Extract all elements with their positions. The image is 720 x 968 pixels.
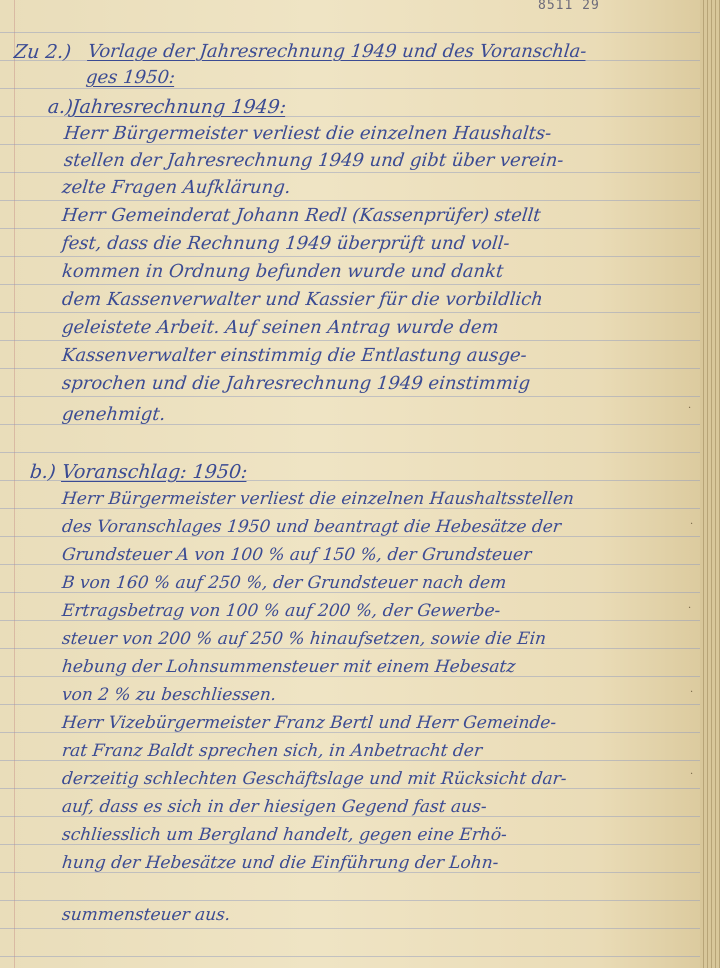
- section-b-line-8: von 2 % zu beschliessen.: [60, 685, 278, 705]
- section-a-line-6: kommen in Ordnung befunden wurde und dankt: [60, 261, 505, 282]
- section-a-heading: Jahresrechnung 1949:: [70, 96, 288, 118]
- ruled-line: [0, 284, 700, 285]
- ruled-line: [0, 368, 700, 369]
- ruled-line: [0, 900, 700, 901]
- section-b-line-1: Herr Bürgermeister verliest die einzelnen Haushaltsstellen: [60, 489, 575, 509]
- margin-tick-mark: ·: [690, 519, 694, 530]
- ruled-line: [0, 928, 700, 929]
- ruled-line: [0, 452, 700, 453]
- margin-tick-mark: ·: [690, 769, 694, 780]
- item-heading-line-2: ges 1950:: [84, 67, 177, 88]
- margin-line: [14, 0, 15, 968]
- section-a-line-8: geleistete Arbeit. Auf seinen Antrag wurde dem: [60, 317, 500, 338]
- section-a-line-5: fest, dass die Rechnung 1949 überprüft und voll-: [60, 233, 511, 254]
- section-b-label: b.): [28, 461, 57, 483]
- section-b-line-15: summensteuer aus.: [60, 905, 232, 925]
- section-b-line-5: Ertragsbetrag von 100 % auf 200 %, der Gewerbe-: [60, 601, 502, 621]
- margin-tick-mark: ·: [688, 603, 692, 614]
- archive-stamp: 8511 29: [538, 0, 600, 12]
- section-b-line-11: derzeitig schlechten Geschäftslage und mit Rücksicht dar-: [60, 769, 568, 789]
- ruled-line: [0, 340, 700, 341]
- section-a-line-9: Kassenverwalter einstimmig die Entlastung ausge-: [60, 345, 528, 366]
- section-b-heading: Voranschlag: 1950:: [60, 461, 249, 483]
- section-b-line-4: B von 160 % auf 250 %, der Grundsteuer nach dem: [60, 573, 508, 593]
- item-label: Zu 2.): [12, 41, 73, 63]
- section-a-line-11: genehmigt.: [60, 404, 167, 425]
- section-b-line-13: schliesslich um Bergland handelt, gegen eine Erhö-: [60, 825, 508, 845]
- section-b-line-9: Herr Vizebürgermeister Franz Bertl und Herr Gemeinde-: [60, 713, 558, 733]
- section-b-line-10: rat Franz Baldt sprechen sich, in Anbetracht der: [60, 741, 484, 761]
- section-b-line-6: steuer von 200 % auf 250 % hinaufsetzen, sowie die Ein: [60, 629, 548, 649]
- section-b-line-7: hebung der Lohnsummensteuer mit einem Hebesatz: [60, 657, 517, 677]
- section-a-line-7: dem Kassenverwalter und Kassier für die vorbildlich: [60, 289, 544, 310]
- ruled-line: [0, 228, 700, 229]
- section-b-line-3: Grundsteuer A von 100 % auf 150 %, der Grundsteuer: [60, 545, 533, 565]
- section-b-line-14: hung der Hebesätze und die Einführung der Lohn-: [60, 853, 500, 873]
- margin-tick-mark: ·: [688, 403, 692, 414]
- item-heading-line-1: Vorlage der Jahresrechnung 1949 und des Voranschla-: [86, 41, 588, 62]
- section-a-line-1: Herr Bürgermeister verliest die einzelnen Haushalts-: [62, 123, 553, 144]
- ruled-line: [0, 200, 700, 201]
- section-a-line-3: zelte Fragen Aufklärung.: [60, 177, 292, 198]
- ruled-line: [0, 956, 700, 957]
- section-a-label: a.): [46, 96, 74, 118]
- section-b-line-2: des Voranschlages 1950 und beantragt die Hebesätze der: [60, 517, 563, 537]
- ruled-line: [0, 256, 700, 257]
- ruled-line: [0, 396, 700, 397]
- margin-tick-mark: ·: [690, 687, 694, 698]
- section-a-line-10: sprochen und die Jahresrechnung 1949 einstimmig: [60, 373, 532, 394]
- section-a-line-4: Herr Gemeinderat Johann Redl (Kassenprüfer) stellt: [60, 205, 542, 226]
- section-a-line-2: stellen der Jahresrechnung 1949 und gibt über verein-: [62, 150, 565, 171]
- book-page-edges: [700, 0, 720, 968]
- ruled-line: [0, 312, 700, 313]
- ruled-line: [0, 32, 700, 33]
- section-b-line-12: auf, dass es sich in der hiesigen Gegend fast aus-: [60, 797, 488, 817]
